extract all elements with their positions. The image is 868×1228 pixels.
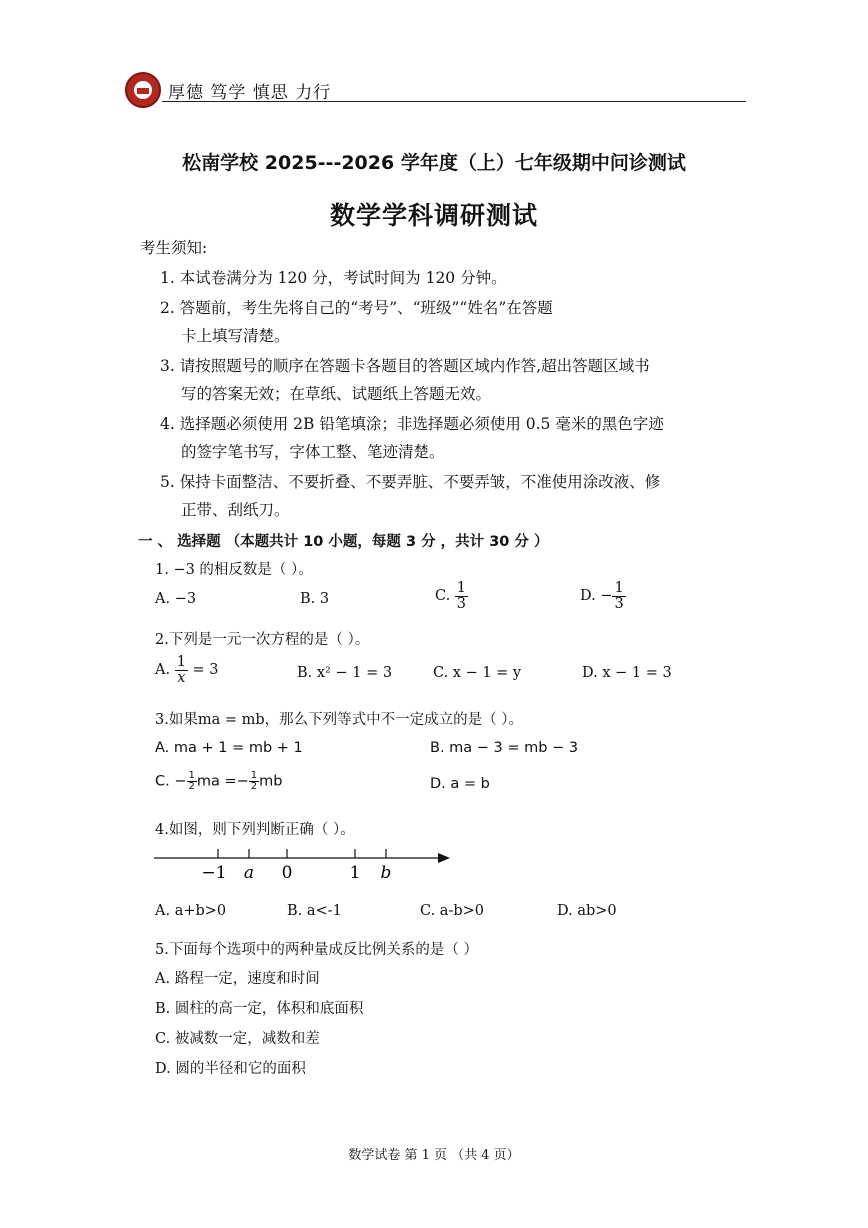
question-5-option-b: B. 圆柱的高一定，体积和底面积 bbox=[155, 1001, 364, 1017]
notice-item-1: 1. 本试卷满分为 120 分，考试时间为 120 分钟。 bbox=[160, 269, 507, 287]
question-2-stem: 2.下列是一元一次方程的是（ ）。 bbox=[155, 632, 370, 648]
question-2-option-c: C. x − 1 = y bbox=[433, 665, 522, 681]
notice-item-5: 5. 保持卡面整洁、不要折叠、不要弄脏、不要弄皱，不准使用涂改液、修 bbox=[160, 473, 661, 491]
question-4-option-b: B. a<-1 bbox=[287, 903, 342, 919]
question-4-stem: 4.如图，则下列判断正确（ ）。 bbox=[155, 822, 355, 838]
question-3-option-a: A. ma + 1 = mb + 1 bbox=[155, 740, 303, 756]
question-3-option-d: D. a = b bbox=[430, 776, 490, 792]
exam-title: 松南学校 2025---2026 学年度（上）七年级期中问诊测试 bbox=[182, 152, 686, 174]
question-1-option-b: B. 3 bbox=[300, 591, 330, 607]
question-3-option-c: C. − $\frac{1}{2}$ ma =− $\frac{1}{2}$ mb bbox=[155, 770, 283, 792]
exam-subtitle: 数学学科调研测试 bbox=[329, 201, 538, 230]
question-1-option-d: D. − $\frac{1}{3}$ bbox=[580, 580, 624, 612]
tick-label-a: a bbox=[243, 863, 255, 883]
question-5-option-d: D. 圆的半径和它的面积 bbox=[155, 1061, 306, 1077]
question-4-option-d: D. ab>0 bbox=[557, 903, 617, 919]
question-2-option-a: A. $\frac{1}{x}$ = 3 bbox=[155, 654, 219, 686]
tick-label-1: 1 bbox=[349, 863, 361, 883]
header-divider bbox=[162, 101, 746, 102]
notice-heading: 考生须知: bbox=[140, 239, 208, 257]
question-1-option-c: C. $\frac{1}{3}$ bbox=[435, 580, 467, 612]
tick-label-0: 0 bbox=[281, 863, 293, 883]
question-1-option-a: A. −3 bbox=[155, 591, 197, 607]
notice-item-3: 3. 请按照题号的顺序在答题卡各题目的答题区域内作答,超出答题区域书 bbox=[160, 357, 650, 375]
question-3-stem: 3.如果ma = mb，那么下列等式中不一定成立的是（ ）。 bbox=[155, 712, 523, 728]
notice-item-5-cont: 正带、刮纸刀。 bbox=[181, 501, 290, 519]
question-3-option-b: B. ma − 3 = mb − 3 bbox=[430, 740, 578, 756]
page-footer: 数学试卷 第 1 页 （共 4 页） bbox=[348, 1148, 520, 1163]
question-2-option-b: B. x² − 1 = 3 bbox=[297, 665, 393, 681]
notice-item-4: 4. 选择题必须使用 2B 铅笔填涂；非选择题必须使用 0.5 毫米的黑色字迹 bbox=[160, 415, 664, 433]
notice-item-2: 2. 答题前，考生先将自己的“考号”、“班级”“姓名”在答题 bbox=[160, 299, 553, 317]
question-1-stem: 1. −3 的相反数是（ ）。 bbox=[155, 562, 313, 578]
notice-item-4-cont: 的签字笔书写，字体工整、笔迹清楚。 bbox=[181, 443, 445, 461]
school-logo bbox=[125, 72, 161, 108]
section-heading: 一 、 选择题 （本题共计 10 小题，每题 3 分 ，共计 30 分 ） bbox=[138, 534, 549, 550]
tick-label-b: b bbox=[380, 863, 392, 883]
question-5-option-a: A. 路程一定，速度和时间 bbox=[155, 971, 320, 987]
school-motto: 厚德 笃学 慎思 力行 bbox=[168, 83, 332, 103]
notice-item-2-cont: 卡上填写清楚。 bbox=[181, 327, 290, 345]
notice-item-3-cont: 写的答案无效；在草纸、试题纸上答题无效。 bbox=[181, 385, 492, 403]
question-2-option-d: D. x − 1 = 3 bbox=[582, 665, 672, 681]
tick-label-neg1: −1 bbox=[201, 863, 227, 883]
question-4-option-a: A. a+b>0 bbox=[155, 903, 227, 919]
question-4-option-c: C. a-b>0 bbox=[420, 903, 484, 919]
question-5-option-c: C. 被减数一定，减数和差 bbox=[155, 1031, 320, 1047]
number-line bbox=[150, 842, 460, 887]
question-5-stem: 5.下面每个选项中的两种量成反比例关系的是（ ） bbox=[155, 942, 478, 958]
